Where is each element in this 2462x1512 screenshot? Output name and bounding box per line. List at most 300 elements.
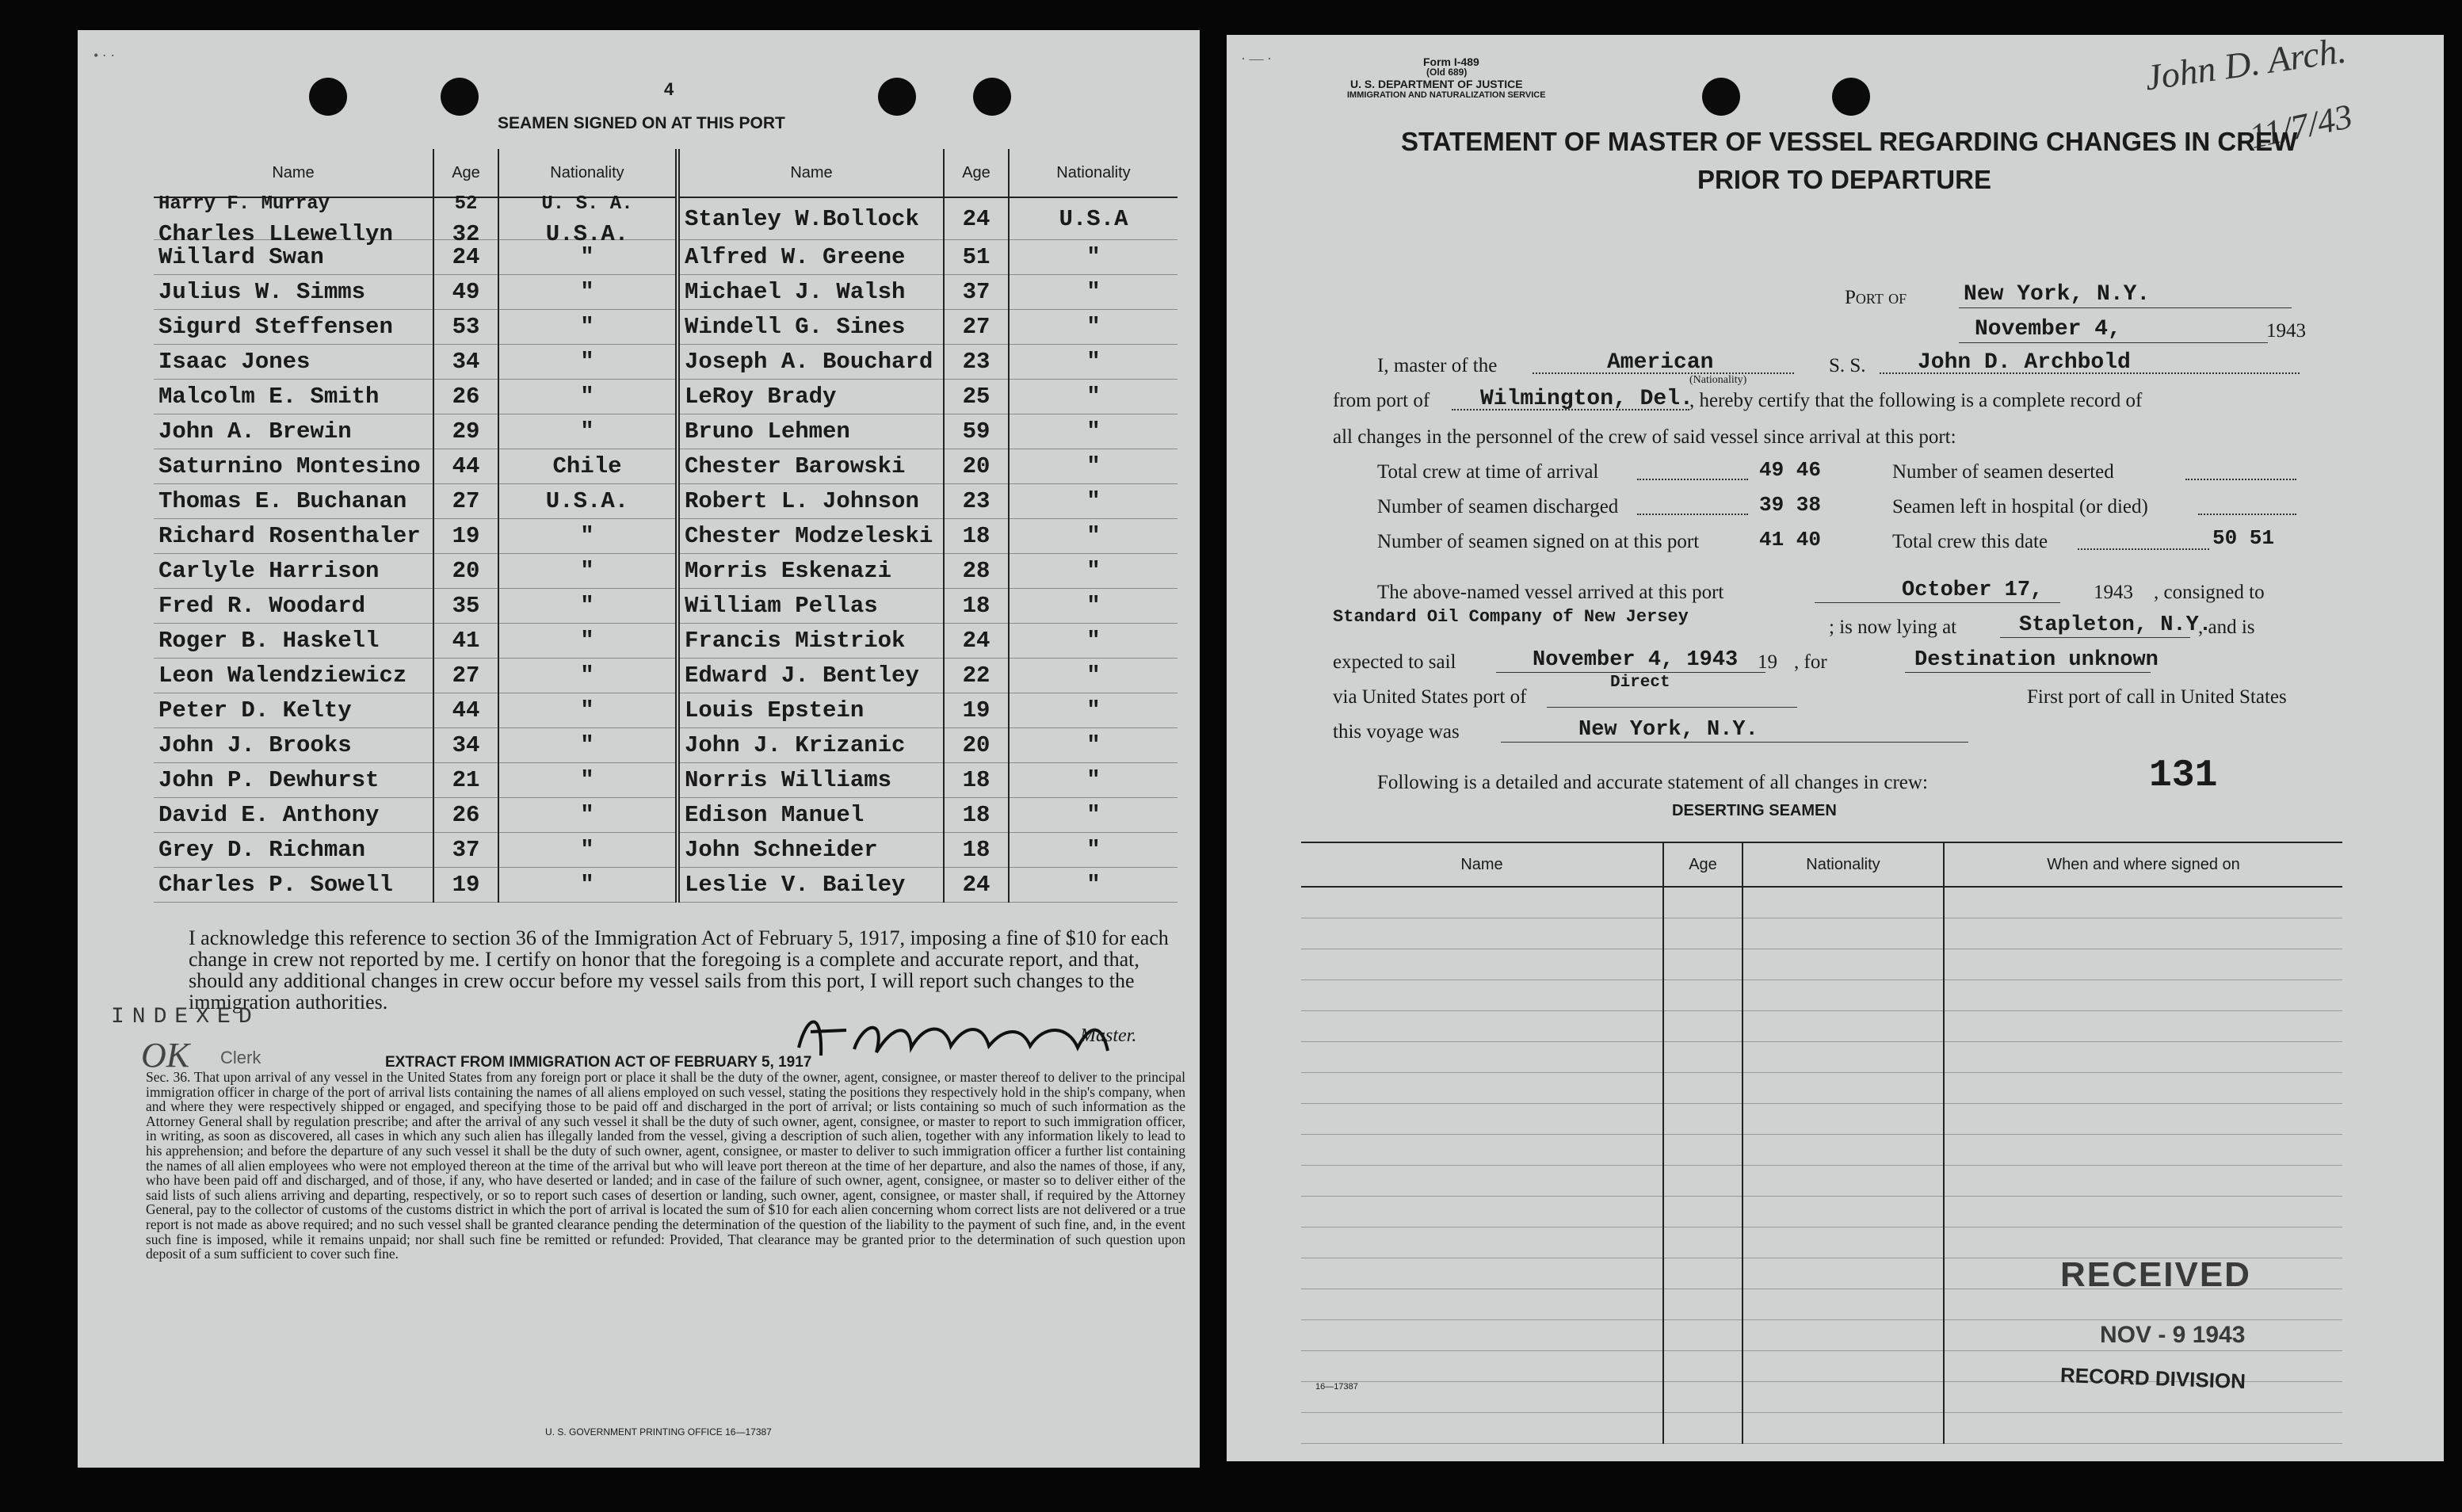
crew-nationality: " (1009, 763, 1178, 798)
crew-age: 41 (433, 624, 498, 659)
crew-age: 28 (944, 554, 1009, 589)
table-row (154, 659, 1178, 693)
table-row (154, 345, 1178, 380)
crew-age: 18 (944, 833, 1009, 868)
table-row (154, 728, 1178, 763)
crew-nationality: " (1009, 833, 1178, 868)
service: IMMIGRATION AND NATURALIZATION SERVICE (1347, 90, 1546, 100)
desert-cell (1944, 1073, 2342, 1104)
desert-cell (1742, 1258, 1944, 1289)
desert-cell (1742, 1042, 1944, 1073)
crew-name: John J. Brooks (154, 728, 433, 763)
crew-age: 24 (944, 197, 1009, 240)
desert-cell (1663, 1042, 1742, 1073)
desert-cell (1742, 1073, 1944, 1104)
crew-nationality: " (1009, 414, 1178, 449)
stat-total-date-value: 50 51 (2212, 526, 2275, 550)
expected-year: 19 (1758, 651, 1777, 673)
header-nationality-2: Nationality (1009, 149, 1178, 197)
table-row (154, 554, 1178, 589)
desert-cell (1301, 1351, 1663, 1382)
vessel-name: John D. Archbold (1918, 350, 2131, 375)
crew-nationality: " (1009, 624, 1178, 659)
desert-cell (1301, 1166, 1663, 1197)
desert-header-nationality: Nationality (1742, 842, 1944, 887)
acknowledgement-text: I acknowledge this reference to section 36 of the Immigration Act of February 5, 1917, imposing a fine of $10 for each change in crew not reported by me. I certify on honor that the foregoing is a complete and accurate report, and that, should any additional changes in crew occur before my vessel sails from this port, I will report such changes to the immigration authorities. (189, 926, 1169, 1014)
corner-mark: · — · (1241, 51, 1272, 67)
crew-table (154, 149, 1178, 903)
stat-discharged-value: 39 38 (1759, 493, 1822, 517)
crew-name: David E. Anthony (154, 798, 433, 833)
for-label: , for (1794, 651, 1827, 673)
desert-cell (1301, 980, 1663, 1011)
desert-cell (1663, 1351, 1742, 1382)
lying-value: Stapleton, N.Y. (2019, 613, 2212, 637)
desert-cell (1944, 980, 2342, 1011)
crew-name: Edward J. Bentley (678, 659, 944, 693)
crew-nationality: " (1009, 659, 1178, 693)
crew-age: 29 (433, 414, 498, 449)
crew-age: 53 (433, 310, 498, 345)
crew-nationality: " (498, 798, 678, 833)
crew-name: Windell G. Sines (678, 310, 944, 345)
crew-nationality: " (1009, 589, 1178, 624)
nationality-value: American (1607, 350, 1714, 375)
crew-age: 18 (944, 519, 1009, 554)
desert-cell (1663, 887, 1742, 918)
header-name-2: Name (678, 149, 944, 197)
crew-age: 32 (452, 221, 480, 247)
desert-header-age: Age (1663, 842, 1742, 887)
crew-age: 20 (944, 728, 1009, 763)
desert-cell (1301, 1135, 1663, 1166)
desert-cell (1663, 1289, 1742, 1320)
crew-nationality: " (1009, 380, 1178, 414)
crew-name: John A. Brewin (154, 414, 433, 449)
crew-name: Charles P. Sowell (154, 868, 433, 903)
desert-cell (1742, 1197, 1944, 1228)
arrived-year: 1943 (2094, 582, 2133, 603)
desert-row (1301, 1413, 2342, 1444)
crew-nationality: " (498, 624, 678, 659)
form-number: Form I-489 (1423, 55, 1479, 68)
table-row (154, 589, 1178, 624)
desert-cell (1742, 1104, 1944, 1135)
and-is-label: , and is (2198, 617, 2255, 638)
arrived-label: The above-named vessel arrived at this port (1377, 582, 1724, 603)
crew-nationality: " (498, 693, 678, 728)
crew-age: 23 (944, 484, 1009, 519)
consignee: Standard Oil Company of New Jersey (1333, 607, 1689, 627)
voyage-value: New York, N.Y. (1578, 718, 1758, 742)
crew-name: Edison Manuel (678, 798, 944, 833)
crew-age (433, 193, 498, 247)
crew-nationality: " (1009, 240, 1178, 275)
crew-nationality: " (498, 380, 678, 414)
lying-label: ; is now lying at (1829, 617, 1957, 638)
crew-nationality: " (1009, 868, 1178, 903)
table-row (154, 519, 1178, 554)
desert-row (1301, 980, 2342, 1011)
crew-age: 19 (433, 868, 498, 903)
punch-hole (309, 78, 347, 116)
desert-row (1301, 949, 2342, 980)
crew-nationality: " (1009, 345, 1178, 380)
page-number: 4 (664, 79, 674, 99)
from-port-value: Wilmington, Del. (1480, 387, 1693, 411)
arrived-value: October 17, (1902, 578, 2044, 602)
desert-cell (1663, 1258, 1742, 1289)
crew-nationality: " (498, 345, 678, 380)
stat-hospital-label: Seamen left in hospital (or died) (1892, 496, 2148, 517)
crew-nationality: U.S.A (1009, 197, 1178, 240)
table-row (154, 449, 1178, 484)
crew-age: 26 (433, 798, 498, 833)
crew-age: 19 (433, 519, 498, 554)
desert-cell (1301, 1011, 1663, 1042)
crew-name: Francis Mistriok (678, 624, 944, 659)
first-port-label: First port of call in United States (2027, 686, 2287, 708)
crew-age: 37 (433, 833, 498, 868)
crew-age: 20 (944, 449, 1009, 484)
crew-nationality: " (1009, 728, 1178, 763)
form-old: (Old 689) (1426, 67, 1468, 78)
port-value: New York, N.Y. (1964, 282, 2151, 307)
crew-age: 34 (433, 345, 498, 380)
crew-name: Thomas E. Buchanan (154, 484, 433, 519)
crew-name: John J. Krizanic (678, 728, 944, 763)
crew-age: 35 (433, 589, 498, 624)
crew-name: Michael J. Walsh (678, 275, 944, 310)
ss-label: S. S. (1829, 355, 1866, 376)
right-page (1227, 29, 2444, 1461)
crew-age: 27 (433, 659, 498, 693)
crew-age: 25 (944, 380, 1009, 414)
crew-name: Carlyle Harrison (154, 554, 433, 589)
punch-hole (973, 78, 1011, 116)
stat-deserted-label: Number of seamen deserted (1892, 461, 2114, 483)
crew-age: 51 (944, 240, 1009, 275)
table-row (154, 868, 1178, 903)
desert-row (1301, 1011, 2342, 1042)
crew-name: Stanley W.Bollock (678, 197, 944, 240)
crew-nationality: " (498, 763, 678, 798)
desert-cell (1944, 918, 2342, 949)
desert-cell (1742, 887, 1944, 918)
crew-nationality: " (498, 554, 678, 589)
crew-name: Bruno Lehmen (678, 414, 944, 449)
desert-row (1301, 887, 2342, 918)
received-stamp: RECEIVED (2060, 1255, 2251, 1294)
desert-cell (1301, 1228, 1663, 1258)
crew-name: John P. Dewhurst (154, 763, 433, 798)
crew-name: Leslie V. Bailey (678, 868, 944, 903)
voyage-label: this voyage was (1333, 721, 1460, 743)
desert-cell (1301, 1413, 1663, 1444)
desert-cell (1742, 918, 1944, 949)
crew-nationality: " (498, 659, 678, 693)
desert-row (1301, 1073, 2342, 1104)
stat-total-arrival-value: 49 46 (1759, 458, 1822, 482)
crew-nationality: " (1009, 798, 1178, 833)
crew-name: Peter D. Kelty (154, 693, 433, 728)
number-131: 131 (2149, 754, 2218, 797)
desert-cell (1944, 1104, 2342, 1135)
stat-total-date-label: Total crew this date (1892, 531, 2048, 552)
desert-cell (1663, 1104, 1742, 1135)
desert-cell (1663, 980, 1742, 1011)
crew-age: 22 (944, 659, 1009, 693)
desert-cell (1742, 949, 1944, 980)
crew-age: 23 (944, 345, 1009, 380)
crew-name: Morris Eskenazi (678, 554, 944, 589)
year-value: 1943 (2266, 320, 2306, 342)
desert-cell (1663, 1320, 1742, 1351)
table-row (154, 624, 1178, 659)
crew-name: Chester Modzeleski (678, 519, 944, 554)
for-value: Destination unknown (1914, 648, 2159, 672)
nationality-caption: (Nationality) (1689, 374, 1747, 386)
crew-name: LeRoy Brady (678, 380, 944, 414)
header-age: Age (433, 149, 498, 197)
desert-cell (1301, 887, 1663, 918)
desert-cell (1301, 1289, 1663, 1320)
extract-title: EXTRACT FROM IMMIGRATION ACT OF FEBRUARY 5, 1917 (385, 1054, 812, 1071)
indexed-stamp: INDEXED (111, 1005, 260, 1029)
desert-header-name: Name (1301, 842, 1663, 887)
record-division: RECORD DIVISION (2059, 1362, 2246, 1394)
stat-signed-on-value: 41 40 (1759, 528, 1822, 552)
crew-first-age: 52 (454, 193, 478, 215)
table-row (154, 484, 1178, 519)
crew-nationality: " (498, 589, 678, 624)
deserting-title: DESERTING SEAMEN (1672, 802, 1837, 819)
crew-age: 34 (433, 728, 498, 763)
table-row (154, 693, 1178, 728)
desert-cell (1663, 1382, 1742, 1413)
punch-hole (1832, 78, 1870, 116)
desert-cell (1301, 1104, 1663, 1135)
desert-cell (1301, 949, 1663, 980)
crew-age: 24 (944, 624, 1009, 659)
crew-name: Grey D. Richman (154, 833, 433, 868)
crew-name: Roger B. Haskell (154, 624, 433, 659)
crew-name: Malcolm E. Smith (154, 380, 433, 414)
crew-nationality: " (1009, 449, 1178, 484)
punch-hole (1702, 78, 1740, 116)
crew-name: Leon Walendziewicz (154, 659, 433, 693)
form-code: 16—17387 (1315, 1382, 1358, 1392)
desert-cell (1742, 1413, 1944, 1444)
crew-nationality: " (498, 519, 678, 554)
desert-cell (1301, 1042, 1663, 1073)
crew-age: 18 (944, 589, 1009, 624)
crew-age: 27 (433, 484, 498, 519)
crew-name: Fred R. Woodard (154, 589, 433, 624)
table-row (154, 798, 1178, 833)
desert-cell (1944, 887, 2342, 918)
desert-cell (1944, 1042, 2342, 1073)
desert-cell (1663, 1011, 1742, 1042)
table-row (154, 833, 1178, 868)
received-date: NOV - 9 1943 (2100, 1322, 2246, 1348)
desert-cell (1301, 1197, 1663, 1228)
expected-label: expected to sail (1333, 651, 1456, 673)
crew-nationality: " (1009, 484, 1178, 519)
crew-first-name: Harry F. Murray (158, 193, 330, 215)
crew-name: Isaac Jones (154, 345, 433, 380)
stat-total-arrival-label: Total crew at time of arrival (1377, 461, 1599, 483)
desert-cell (1944, 1135, 2342, 1166)
master-label: Master. (1080, 1025, 1137, 1046)
all-changes-text: all changes in the personnel of the crew of said vessel since arrival at this port: (1333, 426, 1956, 448)
crew-nationality: " (498, 868, 678, 903)
crew-age: 59 (944, 414, 1009, 449)
crew-name: Willard Swan (154, 240, 433, 275)
clerk-label: Clerk (220, 1048, 261, 1067)
crew-age: 37 (944, 275, 1009, 310)
from-port-label: from port of (1333, 390, 1430, 411)
desert-cell (1742, 1289, 1944, 1320)
crew-nationality: " (498, 275, 678, 310)
crew-age: 26 (433, 380, 498, 414)
handwritten-note: John D. Arch. (2142, 29, 2349, 98)
desert-row (1301, 918, 2342, 949)
desert-cell (1742, 1320, 1944, 1351)
desert-row (1301, 1166, 2342, 1197)
via-label: via United States port of (1333, 686, 1527, 708)
section-title: SEAMEN SIGNED ON AT THIS PORT (498, 114, 785, 132)
consigned-label: , consigned to (2154, 582, 2265, 603)
crew-name: Chester Barowski (678, 449, 944, 484)
desert-cell (1742, 1228, 1944, 1258)
table-row (154, 275, 1178, 310)
crew-nationality: U.S.A. (498, 484, 678, 519)
desert-cell (1663, 1135, 1742, 1166)
crew-age: 44 (433, 693, 498, 728)
crew-name: John Schneider (678, 833, 944, 868)
printer-line: U. S. GOVERNMENT PRINTING OFFICE 16—17387 (545, 1426, 772, 1438)
deserting-table (1301, 842, 2342, 1444)
header-name: Name (154, 149, 433, 197)
crew-nationality (498, 193, 678, 247)
crew-name: Joseph A. Bouchard (678, 345, 944, 380)
desert-cell (1742, 980, 1944, 1011)
clerk-initials: OK (141, 1036, 190, 1075)
title-line-2: PRIOR TO DEPARTURE (1697, 165, 1991, 194)
desert-cell (1742, 1135, 1944, 1166)
crew-name: Louis Epstein (678, 693, 944, 728)
stat-discharged-label: Number of seamen discharged (1377, 496, 1619, 517)
title-line-1: STATEMENT OF MASTER OF VESSEL REGARDING CHANGES IN CREW (1401, 127, 2298, 156)
desert-cell (1663, 1228, 1742, 1258)
crew-name: Julius W. Simms (154, 275, 433, 310)
desert-cell (1663, 1413, 1742, 1444)
crew-name: William Pellas (678, 589, 944, 624)
crew-name: Saturnino Montesino (154, 449, 433, 484)
desert-cell (1742, 1382, 1944, 1413)
crew-age: 24 (944, 868, 1009, 903)
left-page (78, 30, 1200, 1468)
crew-age: 18 (944, 798, 1009, 833)
table-row (154, 310, 1178, 345)
handwritten-date: 11/7/43 (2246, 96, 2356, 157)
crew-name: Sigurd Steffensen (154, 310, 433, 345)
port-label: Port of (1845, 287, 1907, 308)
crew-nationality: " (498, 414, 678, 449)
desert-cell (1301, 1320, 1663, 1351)
desert-row (1301, 1104, 2342, 1135)
crew-nationality: " (498, 240, 678, 275)
desert-cell (1742, 1166, 1944, 1197)
crew-nationality: " (1009, 275, 1178, 310)
crew-nationality: " (1009, 554, 1178, 589)
crew-nationality: " (498, 833, 678, 868)
master-of-label: I, master of the (1377, 355, 1498, 376)
desert-cell (1742, 1351, 1944, 1382)
expected-value: November 4, 1943 (1533, 648, 1739, 672)
punch-hole (878, 78, 916, 116)
desert-cell (1944, 949, 2342, 980)
crew-age: 44 (433, 449, 498, 484)
crew-name: Richard Rosenthaler (154, 519, 433, 554)
certify-text: , hereby certify that the following is a complete record of (1689, 390, 2143, 411)
department: U. S. DEPARTMENT OF JUSTICE (1350, 78, 1523, 90)
desert-header-when: When and where signed on (1944, 842, 2342, 887)
desert-row (1301, 1228, 2342, 1258)
desert-cell (1742, 1011, 1944, 1042)
crew-name: Robert L. Johnson (678, 484, 944, 519)
crew-age: 21 (433, 763, 498, 798)
crew-age: 18 (944, 763, 1009, 798)
desert-cell (1663, 1197, 1742, 1228)
crew-age: 49 (433, 275, 498, 310)
table-row (154, 763, 1178, 798)
punch-hole (441, 78, 479, 116)
desert-cell (1663, 918, 1742, 949)
crew-age: 20 (433, 554, 498, 589)
desert-cell (1663, 949, 1742, 980)
desert-cell (1944, 1413, 2342, 1444)
via-value: Direct (1610, 674, 1670, 692)
crew-nationality: " (1009, 310, 1178, 345)
crew-nationality: " (498, 728, 678, 763)
crew-nationality: Chile (498, 449, 678, 484)
crew-name: Norris Williams (678, 763, 944, 798)
corner-mark: • · · (94, 48, 116, 63)
crew-nationality: " (1009, 693, 1178, 728)
crew-nationality: U.S.A. (545, 221, 629, 247)
desert-cell (1944, 1228, 2342, 1258)
crew-nationality: " (1009, 519, 1178, 554)
desert-cell (1301, 1258, 1663, 1289)
desert-cell (1663, 1073, 1742, 1104)
crew-name: Charles LLewellyn (158, 221, 393, 247)
desert-row (1301, 1197, 2342, 1228)
desert-cell (1663, 1166, 1742, 1197)
crew-name (154, 193, 433, 247)
date-value: November 4, (1975, 317, 2121, 342)
crew-name: Alfred W. Greene (678, 240, 944, 275)
desert-cell (1944, 1197, 2342, 1228)
desert-cell (1944, 1166, 2342, 1197)
master-signature (775, 1000, 1219, 1063)
crew-age: 24 (433, 240, 498, 275)
crew-age: 19 (944, 693, 1009, 728)
desert-cell (1301, 918, 1663, 949)
following-label: Following is a detailed and accurate statement of all changes in crew: (1377, 772, 1928, 793)
desert-row (1301, 1135, 2342, 1166)
